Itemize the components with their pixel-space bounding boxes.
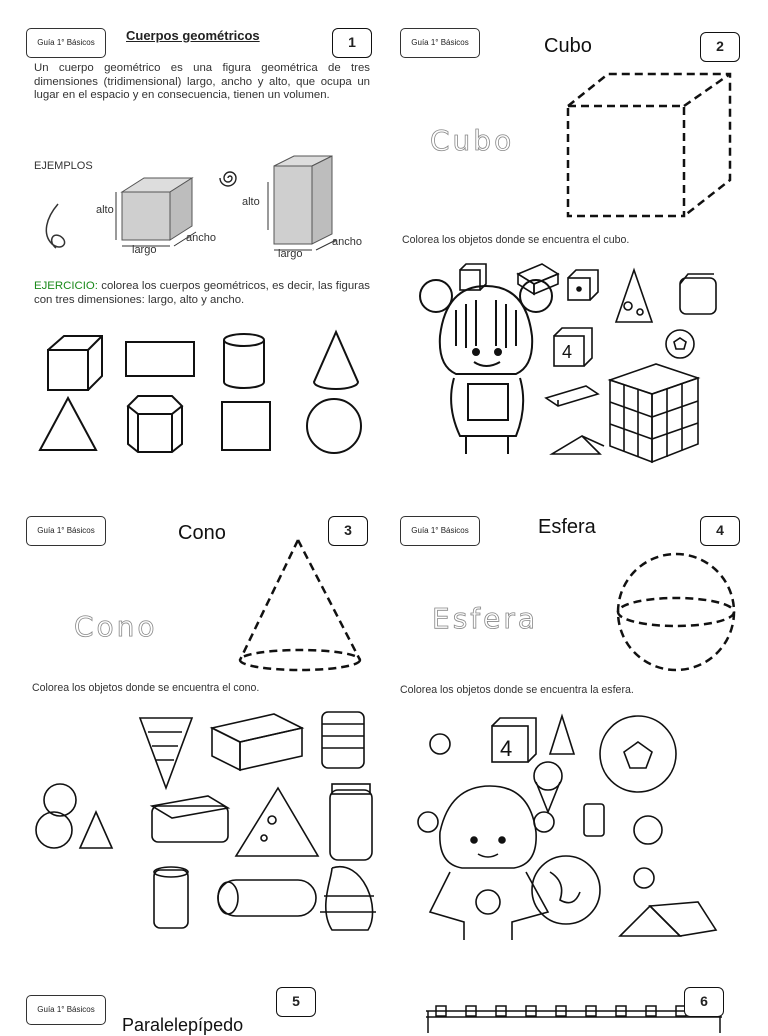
- soccer-ball: [600, 716, 676, 792]
- party-hat: [616, 270, 652, 322]
- block-digit: 4: [500, 736, 513, 761]
- trace-word: Cubo: [430, 124, 515, 157]
- billiard-ball: [430, 734, 450, 754]
- page-number: 3: [328, 516, 368, 546]
- worksheet-3: [22, 508, 382, 948]
- alto-label: alto: [96, 204, 114, 216]
- sheet-title: Esfera: [538, 516, 596, 538]
- spiral-decoration: [218, 166, 242, 190]
- dashed-cone: [236, 538, 366, 674]
- number-block: [554, 328, 592, 366]
- definition-text: Un cuerpo geométrico es una figura geométrica de tres dimensiones (tridimensional) largo, ancho y alto, que ocupa un lugar en el espacio y en consecuencia, tienen un volumen.: [34, 62, 370, 101]
- square-shape: [222, 402, 270, 450]
- page-number: 1: [332, 28, 372, 58]
- trace-word: Esfera: [432, 602, 539, 635]
- sheet-title: Cubo: [544, 35, 592, 57]
- page-number: 6: [684, 987, 724, 1017]
- party-hat: [550, 716, 574, 754]
- sheet-title: Cono: [178, 522, 226, 544]
- gift-box: [518, 264, 558, 294]
- examples-heading: EJEMPLOS: [34, 160, 93, 172]
- guide-tag: Guía 1° Básicos: [400, 516, 480, 546]
- chain-border-decoration: [426, 1003, 726, 1027]
- orange: [634, 816, 662, 844]
- ramp-block: [546, 386, 598, 406]
- number-block: [492, 718, 536, 762]
- cone-objects-illustration: [32, 708, 378, 938]
- largo-label: largo: [278, 248, 303, 260]
- dashed-sphere: [610, 552, 744, 676]
- instruction-text: Colorea los objetos donde se encuentra el cono.: [32, 682, 260, 694]
- instruction-text: Colorea los objetos donde se encuentra el cubo.: [402, 234, 630, 246]
- beehive: [320, 867, 376, 930]
- bug-with-cone: [36, 784, 112, 848]
- circle-shape: [307, 399, 361, 453]
- trace-word: Cono: [74, 610, 158, 643]
- guide-tag: Guía 1° Básicos: [26, 995, 106, 1025]
- dashed-cube: [564, 70, 740, 220]
- worksheet-6: [396, 985, 756, 1024]
- worksheet-4: [396, 508, 756, 948]
- basket: [152, 796, 228, 842]
- worksheet-1: [22, 20, 382, 460]
- girl-illustration: [418, 786, 554, 940]
- prism-example-2: [262, 152, 382, 262]
- cylinder-shape: [224, 334, 264, 388]
- big-block: [680, 274, 716, 314]
- soccer-ball: [666, 330, 694, 358]
- ice-cream-cone: [140, 718, 192, 788]
- salt-shaker: [154, 867, 188, 928]
- exercise-shapes-row-1: [44, 330, 364, 396]
- log: [218, 880, 316, 916]
- exercise-instructions: colorea los cuerpos geométricos, es decir, las figuras con tres dimensiones: largo, alto y ancho.: [34, 280, 371, 306]
- svg-text:4: 4: [562, 342, 573, 362]
- hexagonal-prism-shape: [128, 396, 182, 452]
- objects-row-bottom: [546, 320, 746, 470]
- soda-can: [584, 804, 604, 836]
- dice: [568, 270, 598, 300]
- guide-tag: Guía 1° Básicos: [400, 28, 480, 58]
- sheet-title: Paralelepípedo: [122, 1015, 244, 1035]
- bell-ornament: [634, 868, 654, 888]
- party-hat: [236, 788, 318, 856]
- sphere-objects-illustration: [410, 712, 750, 942]
- ice-cream: [534, 762, 562, 812]
- exercise-shapes-row-2: [38, 392, 378, 458]
- prism-example-1: [112, 170, 232, 260]
- worksheet-2: [396, 20, 756, 460]
- ancho-label: ancho: [332, 236, 362, 248]
- alto-label: alto: [242, 196, 260, 208]
- open-box: [212, 714, 302, 770]
- page-number: 4: [700, 516, 740, 546]
- rectangle-shape: [126, 342, 194, 376]
- cone-shape: [314, 332, 358, 389]
- triangle-shape: [40, 398, 96, 450]
- largo-label: largo: [132, 244, 157, 256]
- swirl-decoration: [36, 200, 76, 260]
- exercise-text: [34, 280, 370, 307]
- globe: [532, 856, 600, 924]
- tin-can: [322, 712, 364, 768]
- instruction-text: Colorea los objetos donde se encuentra la esfera.: [400, 684, 634, 696]
- cube-shape: [48, 336, 102, 390]
- worksheet-5: [22, 985, 382, 1035]
- tent: [620, 902, 716, 936]
- jam-jar: [330, 784, 372, 860]
- ancho-label: ancho: [186, 232, 216, 244]
- rubik-cube: [610, 364, 698, 462]
- triangular-prism: [552, 436, 604, 454]
- sheet-title: Cuerpos geométricos: [126, 28, 260, 43]
- guide-tag: Guía 1° Básicos: [26, 28, 106, 58]
- exercise-label: EJERCICIO:: [34, 280, 98, 292]
- guide-tag: Guía 1° Básicos: [26, 516, 106, 546]
- page-number: 2: [700, 32, 740, 62]
- small-block: [460, 264, 486, 290]
- page-number: 5: [276, 987, 316, 1017]
